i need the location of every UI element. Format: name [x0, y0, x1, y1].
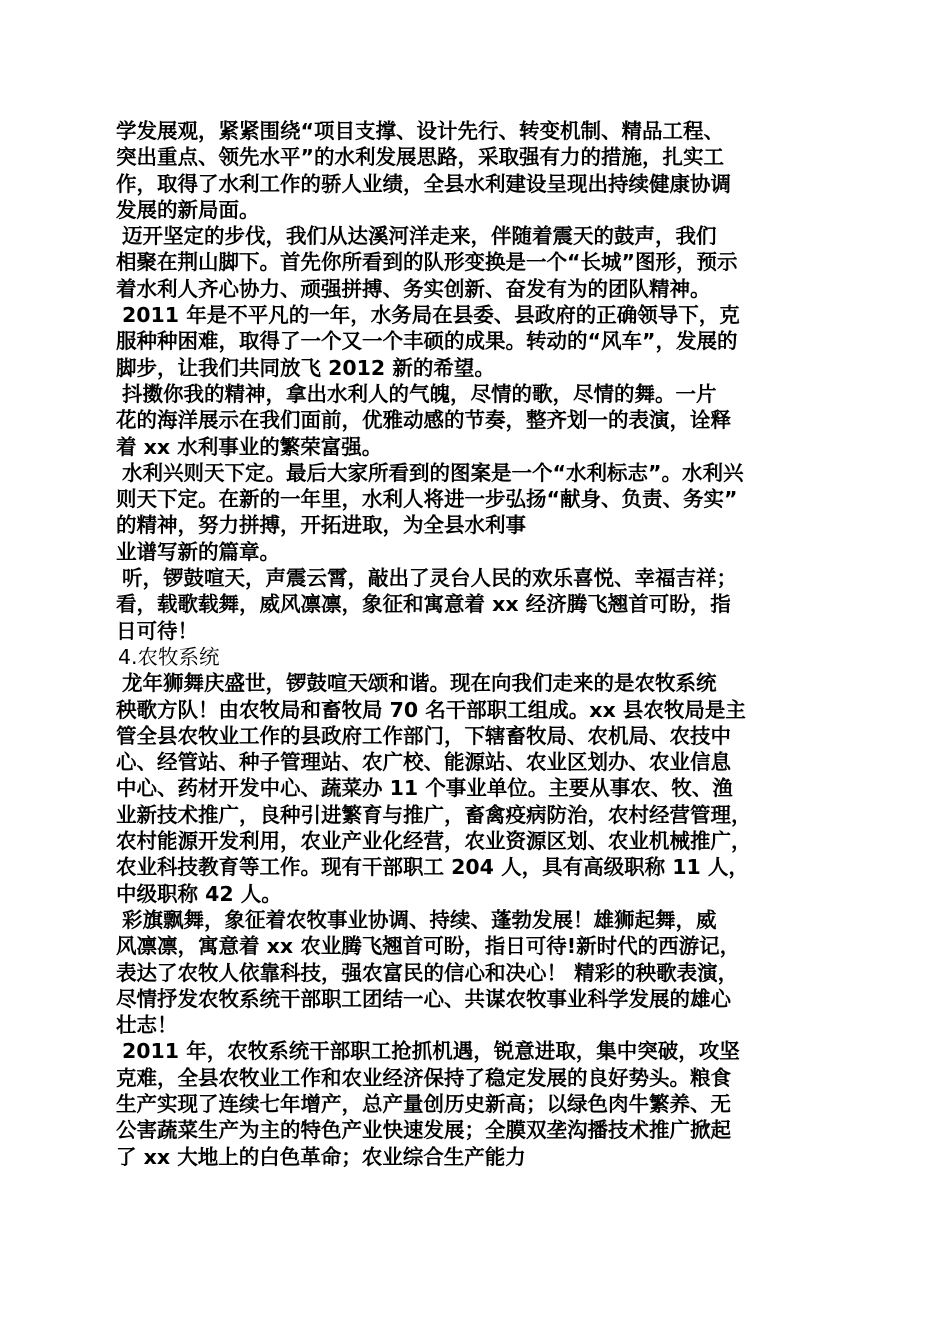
- text-line: 则天下定。在新的一年里，水利人将进一步弘扬“献身、负责、务实”: [116, 487, 738, 512]
- text-line: 中心、药材开发中心、蔬菜办 11 个事业单位。主要从事农、牧、渔: [116, 776, 733, 801]
- text-line: 表达了农牧人依靠科技，强农富民的信心和决心！ 精彩的秧歌表演，: [116, 960, 739, 985]
- document-body: [116, 118, 846, 1170]
- text-line: 看，载歌载舞，威风凛凛，象征和寓意着 xx 经济腾飞翘首可盼，指: [116, 592, 731, 617]
- text-line: 服种种困难，取得了一个又一个丰硕的成果。转动的“风车”，发展的: [116, 329, 738, 354]
- text-line: 抖擞你我的精神，拿出水利人的气魄，尽情的歌，尽情的舞。一片: [122, 381, 717, 406]
- text-line: 壮志！: [116, 1013, 178, 1038]
- text-line: 着水利人齐心协力、顽强拼搏、务实创新、奋发有为的团队精神。: [116, 276, 711, 301]
- text-line: 农村能源开发利用，农业产业化经营，农业资源区划、农业机械推广，: [116, 829, 752, 854]
- text-line: 尽情抒发农牧系统干部职工团结一心、共谋农牧事业科学发展的雄心: [116, 986, 731, 1011]
- text-line: 突出重点、领先水平”的水利发展思路，采取强有力的措施，扎实工: [116, 145, 724, 170]
- text-line: 秧歌方队！由农牧局和畜牧局 70 名干部职工组成。xx 县农牧局是主: [116, 697, 746, 722]
- text-line: 龙年狮舞庆盛世，锣鼓喧天颂和谐。现在向我们走来的是农牧系统: [122, 671, 717, 696]
- text-line: 相聚在荆山脚下。首先你所看到的队形变换是一个“长城”图形，预示: [116, 250, 738, 275]
- text-line: 着 xx 水利事业的繁荣富强。: [116, 434, 383, 459]
- text-line: 2011 年，农牧系统干部职工抢抓机遇，锐意进取，集中突破，攻坚: [122, 1039, 740, 1064]
- section-heading: 4.农牧系统: [118, 644, 220, 669]
- text-line: 花的海洋展示在我们面前，优雅动感的节奏，整齐划一的表演，诠释: [116, 408, 731, 433]
- text-line: 业谱写新的篇章。: [116, 539, 280, 564]
- text-line: 公害蔬菜生产为主的特色产业快速发展；全膜双垄沟播技术推广掀起: [116, 1118, 731, 1143]
- text-line: 彩旗飘舞，象征着农牧事业协调、持续、蓬勃发展！雄狮起舞，威: [122, 907, 717, 932]
- text-line: 发展的新局面。: [116, 197, 260, 222]
- text-line: 业新技术推广，良种引进繁育与推广，畜禽疫病防治，农村经营管理，: [116, 802, 752, 827]
- text-line: 管全县农牧业工作的县政府工作部门，下辖畜牧局、农机局、农技中: [116, 723, 731, 748]
- text-line: 日可待！: [116, 618, 198, 643]
- text-line: 生产实现了连续七年增产，总产量创历史新高；以绿色肉牛繁养、无: [116, 1091, 731, 1116]
- text-line: 水利兴则天下定。最后大家所看到的图案是一个“水利标志”。水利兴: [122, 460, 744, 485]
- text-line: 听，锣鼓喧天，声震云霄，敲出了灵台人民的欢乐喜悦、幸福吉祥；: [122, 566, 737, 591]
- text-line: 中级职称 42 人。: [116, 881, 282, 906]
- text-line: 的精神，努力拼搏，开拓进取，为全县水利事: [116, 513, 526, 538]
- text-line: 农业科技教育等工作。现有干部职工 204 人，具有高级职称 11 人，: [116, 855, 749, 880]
- text-line: 心、经管站、种子管理站、农广校、能源站、农业区划办、农业信息: [116, 750, 731, 775]
- text-line: 学发展观，紧紧围绕“项目支撑、设计先行、转变机制、精品工程、: [116, 119, 724, 143]
- text-line: 脚步，让我们共同放飞 2012 新的希望。: [116, 355, 495, 380]
- text-line: 作，取得了水利工作的骄人业绩，全县水利建设呈现出持续健康协调: [116, 171, 731, 196]
- text-line: 2011 年是不平凡的一年，水务局在县委、县政府的正确领导下，克: [122, 303, 740, 328]
- text-line: 了 xx 大地上的白色革命；农业综合生产能力: [116, 1144, 526, 1169]
- text-line: 迈开坚定的步伐，我们从达溪河洋走来，伴随着震天的鼓声，我们: [122, 224, 717, 249]
- text-line: 克难，全县农牧业工作和农业经济保持了稳定发展的良好势头。粮食: [116, 1065, 731, 1090]
- text-line: 风凛凛，寓意着 xx 农业腾飞翘首可盼，指日可待!新时代的西游记，: [116, 934, 741, 959]
